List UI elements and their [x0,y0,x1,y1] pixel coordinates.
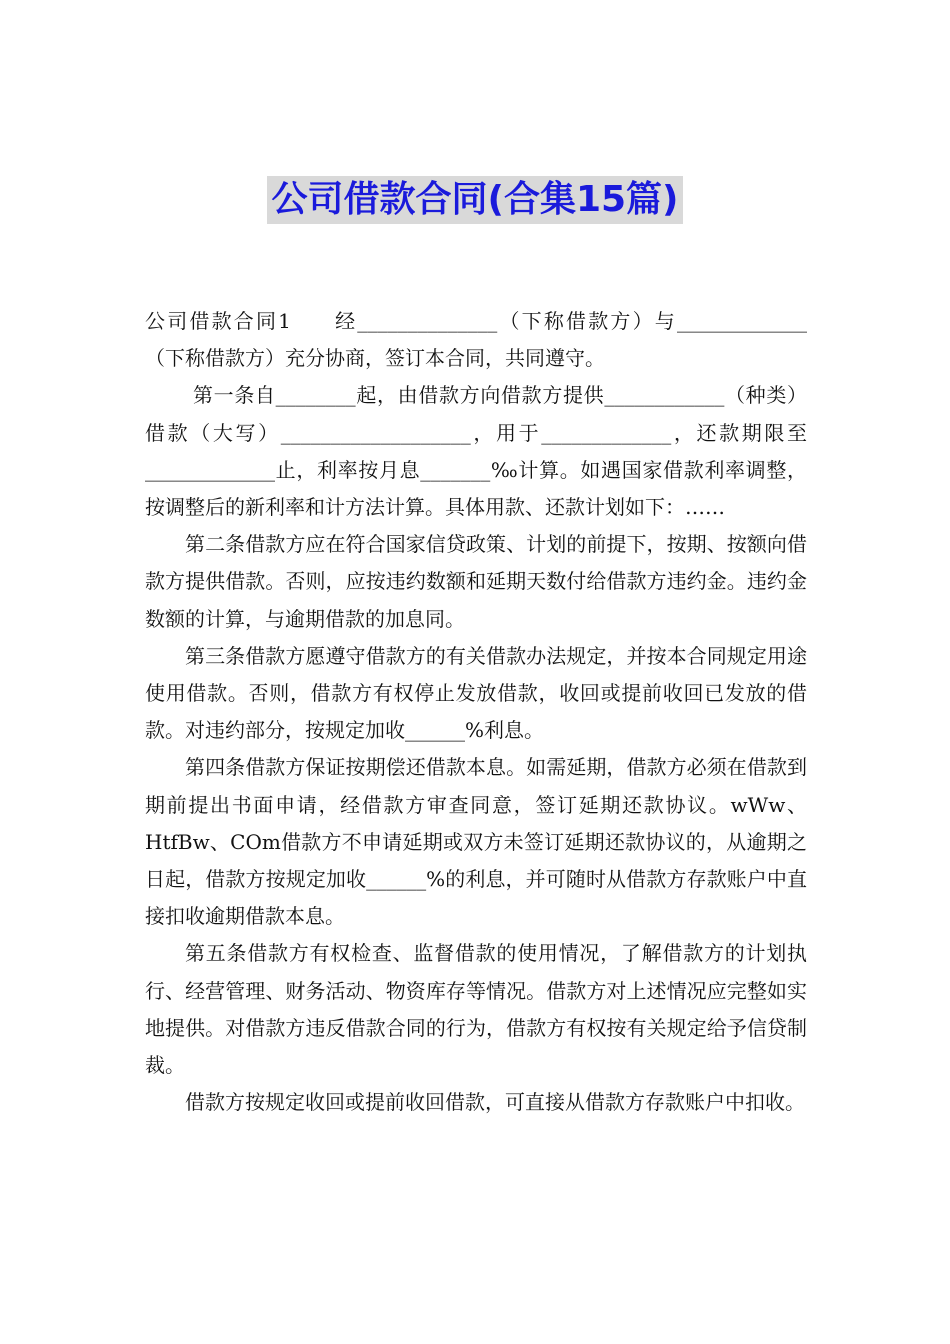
article-5: 第五条借款方有权检查、监督借款的使用情况，了解借款方的计划执行、经营管理、财务活动、物资库存等情况。借款方对上述情况应完整如实地提供。对借款方违反借款合同的行为，借款方有权按有关规定给予信贷制裁。 [145,941,807,1078]
document-title: 公司借款合同(合集15篇) [267,176,682,224]
article-1: 第一条自________起，由借款方向借款方提供____________（种类）借款（大写）___________________，用于_____________，还款期限至_____________止，利率按月息_______‰计算。如遇国家借款利率调整，按调整后的新利率和计方法计算。具体用款、还款计划如下：…… [145,383,807,520]
article-4: 第四条借款方保证按期偿还借款本息。如需延期，借款方必须在借款到期前提出书面申请，经借款方审查同意，签订延期还款协议。wWw、HtfBw、COm借款方不申请延期或双方未签订延期还款协议的，从逾期之日起，借款方按规定加收______%的利息，并可随时从借款方存款账户中直接扣收逾期借款本息。 [145,755,807,929]
closing-paragraph: 借款方按规定收回或提前收回借款，可直接从借款方存款账户中扣收。 [185,1090,805,1115]
title-area [0,176,950,224]
intro-text: 经______________（下称借款方）与_____________（下称借款方）充分协商，签订本合同，共同遵守。 [145,309,808,371]
intro-label: 公司借款合同1 [145,309,291,333]
article-2: 第二条借款方应在符合国家信贷政策、计划的前提下，按期、按额向借款方提供借款。否则，应按违约数额和延期天数付给借款方违约金。违约金数额的计算，与逾期借款的加息同。 [145,532,807,631]
document-body [145,303,807,1121]
intro-paragraph [145,303,807,377]
article-3: 第三条借款方愿遵守借款方的有关借款办法规定，并按本合同规定用途使用借款。否则，借款方有权停止发放借款，收回或提前收回已发放的借款。对违约部分，按规定加收______%利息。 [145,643,807,743]
